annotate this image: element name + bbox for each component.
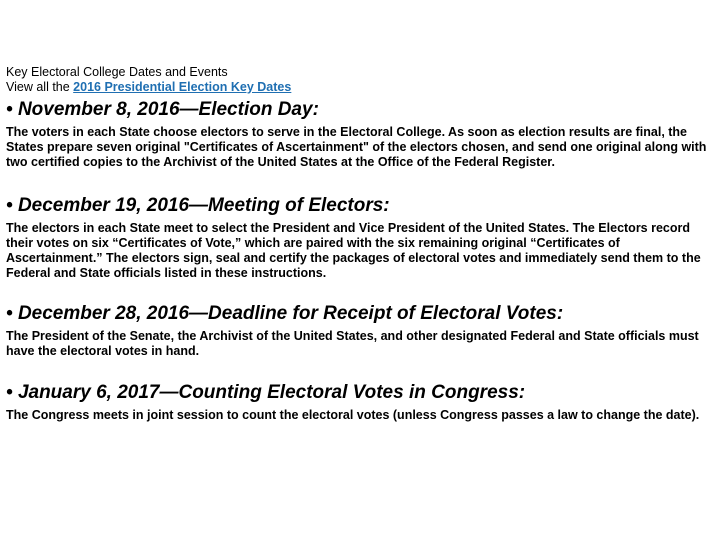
bullet: • xyxy=(6,382,13,403)
event-heading-text: January 6, 2017—Counting Electoral Votes in Congress: xyxy=(17,382,526,403)
event-counting-votes xyxy=(6,382,716,423)
event-heading xyxy=(6,303,716,325)
event-body: The Congress meets in joint session to count the electoral votes (unless Congress passes a law to change the date). xyxy=(6,408,700,422)
event-heading xyxy=(6,99,716,121)
event-body: The electors in each State meet to select the President and Vice President of the United States. The Electors record their votes on six “Certificates of Vote,” which are paired with the six remaining original “Certificates of Ascertainment.” The electors sign, seal and certify the packages of electoral votes and immediately send them to the Federal and State officials listed in these instructions. xyxy=(6,221,701,280)
intro-view-line xyxy=(6,80,716,95)
event-heading-text: December 28, 2016—Deadline for Receipt of Electoral Votes: xyxy=(17,303,564,324)
event-deadline-receipt xyxy=(6,303,716,359)
bullet: • xyxy=(6,303,13,324)
bullet: • xyxy=(6,99,13,120)
event-heading xyxy=(6,382,716,404)
event-body: The President of the Senate, the Archivist of the United States, and other designated Federal and State officials must have the electoral votes in hand. xyxy=(6,329,699,358)
event-body: The voters in each State choose electors to serve in the Electoral College. As soon as election results are final, the States prepare seven original "Certificates of Ascertainment" of the electors chosen, and send one original along with two certified copies to the Archivist of the United States at the Office of the Federal Register. xyxy=(6,125,707,169)
event-heading-text: December 19, 2016—Meeting of Electors: xyxy=(17,195,390,216)
event-election-day xyxy=(6,99,716,170)
intro-title: Key Electoral College Dates and Events xyxy=(6,65,228,79)
document-page xyxy=(6,65,716,423)
event-heading xyxy=(6,195,716,217)
intro-view-prefix: View all the xyxy=(6,80,74,94)
bullet: • xyxy=(6,195,13,216)
event-meeting-of-electors xyxy=(6,195,716,281)
key-dates-link[interactable]: 2016 Presidential Election Key Dates xyxy=(73,80,292,94)
event-heading-text: November 8, 2016—Election Day: xyxy=(17,99,319,120)
